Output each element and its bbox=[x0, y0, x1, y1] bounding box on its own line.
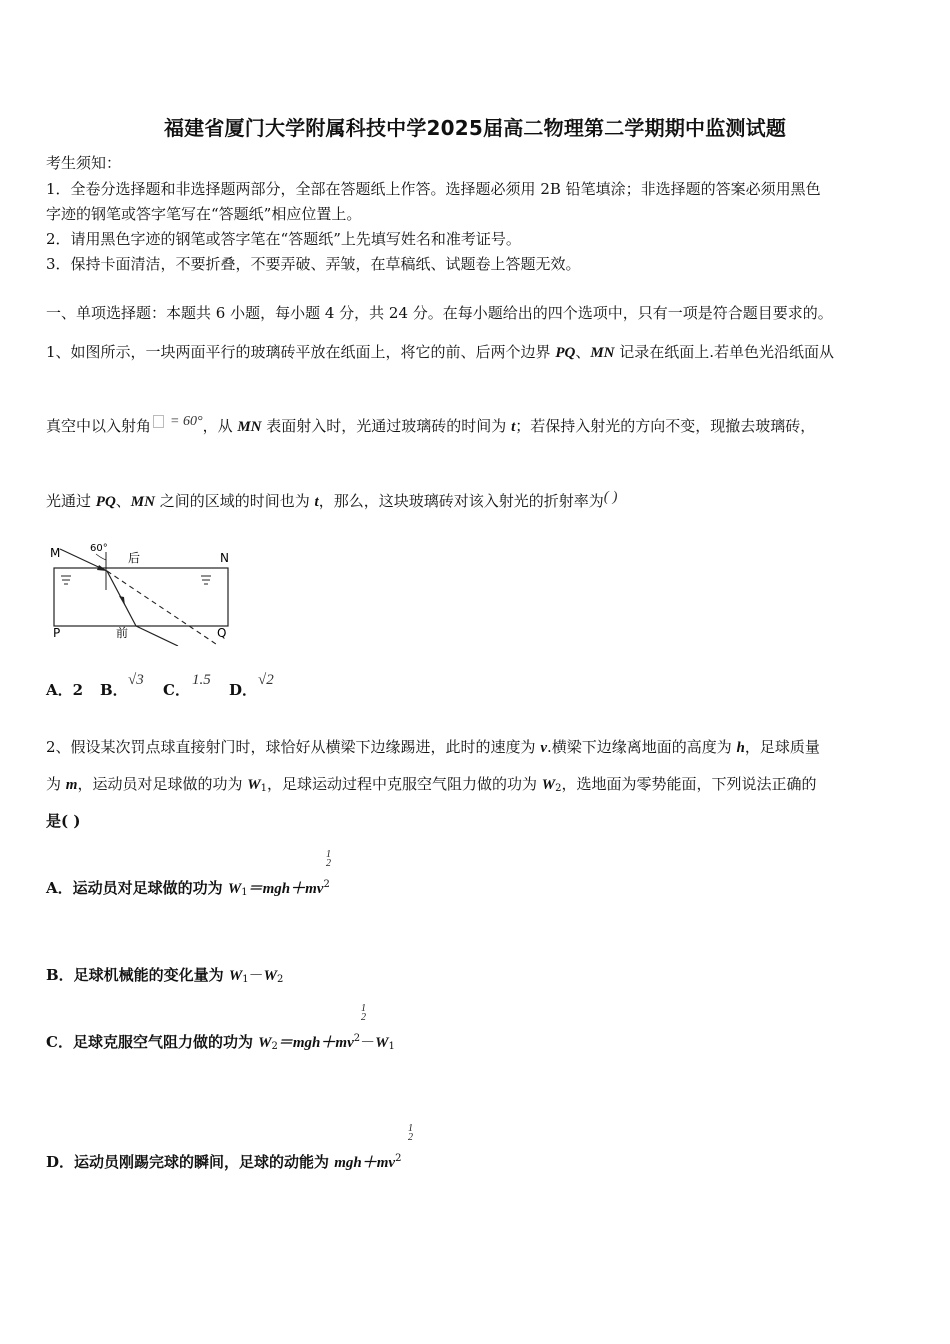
q1-option-b-value: √3 bbox=[128, 672, 144, 688]
label-N: N bbox=[220, 551, 229, 565]
q2-option-a-expr: mv bbox=[305, 881, 324, 897]
surface-mark-left-icon bbox=[61, 576, 71, 584]
q2-text: ，运动员对足球做的功为 bbox=[77, 775, 248, 793]
q1-pq: PQ bbox=[555, 345, 576, 361]
q2-option-c-expr: ＝mgh＋ bbox=[277, 1035, 336, 1051]
half-num: 1 bbox=[361, 1003, 366, 1014]
theta-symbol-icon bbox=[153, 415, 164, 428]
q2-option-d-expr: mgh＋ bbox=[334, 1155, 377, 1171]
q2-w2-sub: 2 bbox=[555, 783, 562, 794]
q1-option-a: A．2 bbox=[46, 681, 84, 699]
q2-line-2 bbox=[46, 773, 816, 794]
half-den: 2 bbox=[326, 858, 331, 869]
q1-text: 之间的区域的时间也为 bbox=[154, 492, 315, 510]
q2-option-c-label: C．足球克服空气阻力做的功为 bbox=[46, 1033, 259, 1051]
angle-arc bbox=[96, 554, 106, 560]
q2-option-b-expr: W bbox=[228, 968, 243, 984]
q2-option-b-label: B．足球机械能的变化量为 bbox=[46, 966, 229, 984]
q1-mn: MN bbox=[590, 345, 615, 361]
q1-text: 记录在纸面上.若单色光沿纸面从 bbox=[614, 343, 835, 361]
q2-option-c-sub: 2 bbox=[271, 1041, 278, 1052]
q2-option-c-expr: W bbox=[375, 1035, 389, 1051]
label-Q: Q bbox=[217, 626, 227, 640]
q1-text: 光通过 bbox=[46, 492, 96, 510]
q2-option-a-expr: ＝mgh＋ bbox=[247, 881, 306, 897]
q1-angle-value: = 60° bbox=[170, 414, 203, 429]
q2-option-b-sub: 2 bbox=[276, 974, 284, 985]
q1-text: 表面射入时，光通过玻璃砖的时间为 bbox=[261, 417, 512, 435]
glass-brick-rect bbox=[54, 568, 228, 626]
q2-w2: W bbox=[541, 777, 556, 793]
q2-text: ，选地面为零势能面，下列说法正确的 bbox=[561, 775, 817, 793]
q1-line-1 bbox=[46, 341, 834, 362]
label-P: P bbox=[53, 626, 61, 640]
q1-option-d-value: √2 bbox=[258, 672, 274, 688]
notice-heading: 考生须知： bbox=[46, 154, 122, 172]
q1-line-2 bbox=[46, 415, 815, 436]
q2-text: ，足球运动过程中克服空气阻力做的功为 bbox=[266, 775, 542, 793]
q1-t: t bbox=[511, 419, 516, 435]
label-M: M bbox=[50, 546, 61, 560]
q2-w1: W bbox=[247, 777, 261, 793]
half-fraction bbox=[326, 850, 331, 868]
notice-line-1a: 1．全卷分选择题和非选择题两部分，全部在答题纸上作答。选择题必须用 2B 铅笔填涂；非选择题的答案必须用黑色 bbox=[46, 180, 821, 198]
q2-h: h bbox=[736, 740, 745, 756]
half-fraction bbox=[408, 1124, 413, 1142]
half-fraction bbox=[361, 1004, 366, 1022]
q2-text: 为 bbox=[46, 775, 66, 793]
q2-option-c-sup: 2 bbox=[353, 1033, 361, 1044]
q1-t: t bbox=[314, 494, 319, 510]
q2-text: .横梁下边缘离地面的高度为 bbox=[547, 738, 737, 756]
q1-sep: 、 bbox=[575, 343, 591, 361]
notice-line-2: 2．请用黑色字迹的钢笔或答字笔在“答题纸”上先填写姓名和准考证号。 bbox=[46, 230, 521, 248]
q1-text: ，从 bbox=[202, 417, 238, 435]
q1-text: ，那么，这块玻璃砖对该入射光的折射率为 bbox=[318, 492, 604, 510]
q1-text: 1、如图所示，一块两面平行的玻璃砖平放在纸面上，将它的前、后两个边界 bbox=[46, 343, 556, 361]
q1-line-3 bbox=[46, 490, 617, 511]
q1-mn: MN bbox=[237, 419, 262, 435]
q2-option-a-expr: W bbox=[227, 881, 242, 897]
q2-option-c bbox=[46, 1031, 395, 1052]
q1-mn: MN bbox=[130, 494, 155, 510]
q2-option-a-sup: 2 bbox=[323, 879, 330, 890]
surface-mark-right-icon bbox=[201, 576, 211, 584]
q1-option-d: D． bbox=[229, 681, 258, 699]
notice-line-1b: 字迹的钢笔或答字笔写在“答题纸”相应位置上。 bbox=[46, 205, 362, 223]
glass-brick-figure bbox=[44, 540, 244, 646]
q1-option-c-value: 1.5 bbox=[192, 672, 211, 688]
q1-answer-paren: ( ) bbox=[603, 489, 618, 505]
q2-option-a bbox=[46, 877, 330, 898]
q2-option-a-sub: 1 bbox=[241, 887, 248, 898]
section-heading: 一、单项选择题：本题共 6 小题，每小题 4 分，共 24 分。在每小题给出的四个选项中，只有一项是符合题目要求的。 bbox=[46, 304, 833, 322]
q2-line-3: 是( ) bbox=[46, 812, 81, 830]
page-title: 福建省厦门大学附属科技中学2025届高二物理第二学期期中监测试题 bbox=[163, 116, 787, 140]
label-angle: 60° bbox=[90, 543, 108, 554]
q2-option-d-sup: 2 bbox=[395, 1153, 402, 1164]
q2-text: 2、假设某次罚点球直接射门时，球恰好从横梁下边缘踢进，此时的速度为 bbox=[46, 738, 541, 756]
q2-text: ，足球质量 bbox=[744, 738, 820, 756]
q2-option-c-expr: mv bbox=[335, 1035, 354, 1051]
notice-line-3: 3．保持卡面清洁，不要折叠，不要弄破、弄皱，在草稿纸、试题卷上答题无效。 bbox=[46, 255, 581, 273]
q2-v: v bbox=[540, 740, 547, 756]
q2-option-d bbox=[46, 1151, 401, 1172]
q2-w1-sub: 1 bbox=[260, 783, 267, 794]
half-num: 1 bbox=[408, 1123, 413, 1134]
q2-option-d-expr: mv bbox=[376, 1155, 396, 1171]
q1-option-b: B． bbox=[100, 681, 128, 699]
q2-option-a-label: A．运动员对足球做的功为 bbox=[46, 879, 228, 897]
q2-option-d-label: D．运动员刚踢完球的瞬间，足球的动能为 bbox=[46, 1153, 335, 1171]
q2-m: m bbox=[65, 777, 78, 793]
label-back: 后 bbox=[128, 551, 141, 565]
label-front: 前 bbox=[116, 626, 129, 640]
q2-option-c-minus: － bbox=[360, 1033, 376, 1051]
q2-line-1 bbox=[46, 736, 820, 757]
q1-sep: 、 bbox=[115, 492, 131, 510]
q2-option-b-expr: W bbox=[263, 968, 277, 984]
q1-option-c: C． bbox=[163, 681, 190, 699]
half-den: 2 bbox=[408, 1132, 413, 1143]
half-den: 2 bbox=[361, 1012, 366, 1023]
q2-option-c-expr: W bbox=[258, 1035, 272, 1051]
exit-ray bbox=[136, 626, 178, 646]
q2-option-c-sub: 1 bbox=[388, 1041, 395, 1052]
q1-text: ；若保持入射光的方向不变，现撤去玻璃砖， bbox=[515, 417, 816, 435]
q1-pq: PQ bbox=[95, 494, 116, 510]
q1-text: 真空中以入射角 bbox=[46, 417, 152, 435]
q2-option-b-minus: － bbox=[248, 966, 264, 984]
q2-option-b-sub: 1 bbox=[242, 974, 249, 985]
q1-angle-formula bbox=[151, 414, 203, 429]
half-num: 1 bbox=[326, 849, 331, 860]
q2-option-b bbox=[46, 964, 283, 985]
